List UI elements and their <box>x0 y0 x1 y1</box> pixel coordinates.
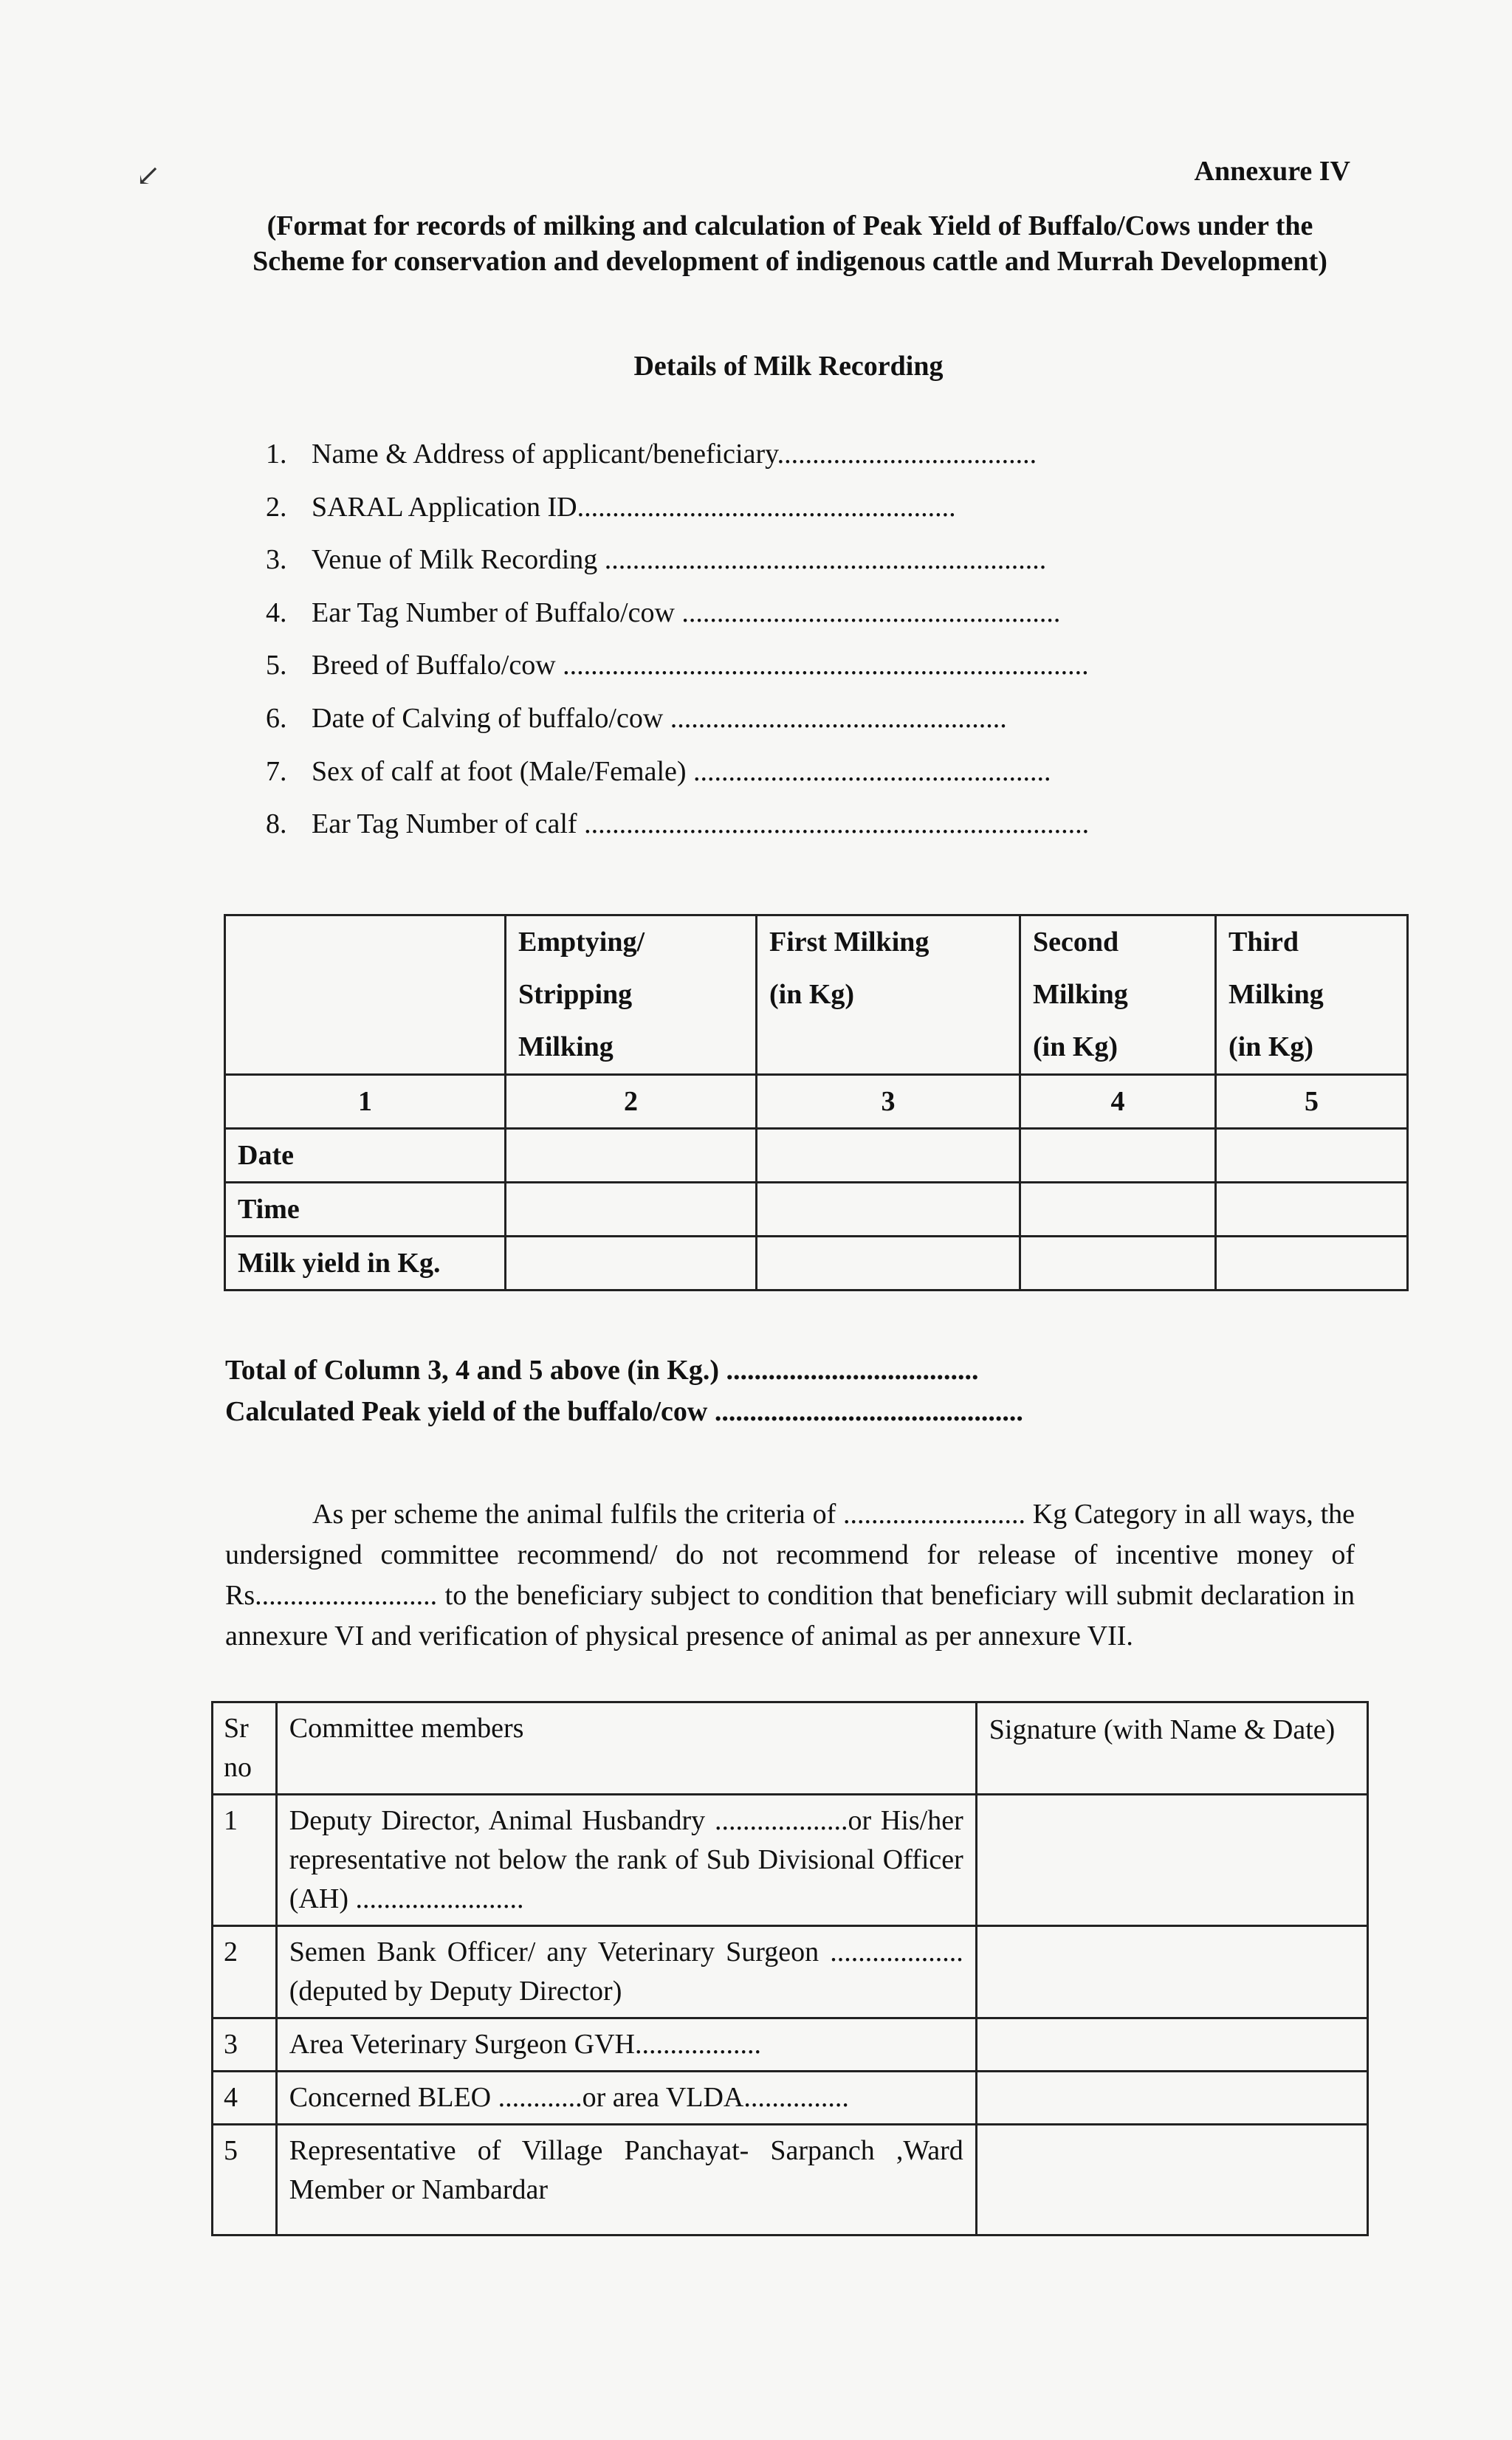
detail-item-name-address: 1. Name & Address of applicant/beneficiary..................................... <box>266 439 1037 470</box>
detail-item-ear-tag-calf: 8. Ear Tag Number of calf ........................................................................ <box>266 808 1090 840</box>
detail-item-calving-date: 6. Date of Calving of buffalo/cow ................................................ <box>266 702 1007 734</box>
column-number: 3 <box>757 1075 1020 1129</box>
milk-header-third: Third Milking (in Kg) <box>1216 915 1408 1075</box>
recommendation-paragraph <box>225 1494 1355 1657</box>
member-description: Deputy Director, Animal Husbandry ...................or His/her representative not below the rank of Sub Divisional Officer (AH) ........................ <box>276 1795 976 1926</box>
sr-header: Sr no <box>213 1702 277 1795</box>
section-subtitle: Details of Milk Recording <box>633 351 944 382</box>
row-label: Time <box>225 1183 506 1237</box>
committee-header-row <box>213 1702 1368 1795</box>
blank-cell <box>1020 1237 1216 1291</box>
row-label: Milk yield in Kg. <box>225 1237 506 1291</box>
milk-recording-table <box>224 914 1409 1291</box>
blank-cell <box>1216 1183 1408 1237</box>
sr-number: 1 <box>213 1795 277 1926</box>
sr-number: 5 <box>213 2125 277 2235</box>
blank-cell <box>757 1237 1020 1291</box>
committee-table <box>211 1701 1369 2236</box>
milk-header-second: Second Milking (in Kg) <box>1020 915 1216 1075</box>
milk-header-stripping: Emptying/ Stripping Milking <box>506 915 757 1075</box>
column-number: 1 <box>225 1075 506 1129</box>
row-label: Date <box>225 1129 506 1183</box>
detail-item-venue: 3. Venue of Milk Recording ............................................................... <box>266 544 1047 576</box>
signature-header: Signature (with Name & Date) <box>976 1702 1367 1795</box>
peak-yield-line: Calculated Peak yield of the buffalo/cow ............................................ <box>225 1396 1023 1427</box>
milk-row-time <box>225 1183 1408 1237</box>
blank-cell <box>506 1129 757 1183</box>
members-header: Committee members <box>276 1702 976 1795</box>
annexure-label: Annexure IV <box>1194 156 1350 187</box>
member-description: Representative of Village Panchayat- Sarpanch ,Ward Member or Nambardar <box>276 2125 976 2235</box>
detail-item-ear-tag-animal: 4. Ear Tag Number of Buffalo/cow ...................................................... <box>266 597 1061 628</box>
blank-cell <box>506 1237 757 1291</box>
blank-cell <box>1216 1237 1408 1291</box>
totals-block <box>225 1350 1023 1432</box>
blank-cell <box>757 1183 1020 1237</box>
milk-row-yield <box>225 1237 1408 1291</box>
signature-cell <box>976 2072 1367 2125</box>
milk-header-blank <box>225 915 506 1075</box>
milk-header-first: First Milking (in Kg) <box>757 915 1020 1075</box>
signature-cell <box>976 1926 1367 2018</box>
member-description: Concerned BLEO ............or area VLDA............... <box>276 2072 976 2125</box>
milk-row-date <box>225 1129 1408 1183</box>
committee-row <box>213 1795 1368 1926</box>
member-description: Area Veterinary Surgeon GVH.................. <box>276 2018 976 2072</box>
sr-number: 4 <box>213 2072 277 2125</box>
blank-cell <box>1020 1183 1216 1237</box>
detail-item-calf-sex: 7. Sex of calf at foot (Male/Female) ................................................... <box>266 755 1051 787</box>
column-number: 2 <box>506 1075 757 1129</box>
committee-row <box>213 1926 1368 2018</box>
detail-item-breed: 5. Breed of Buffalo/cow ........................................................................... <box>266 650 1089 681</box>
sr-number: 3 <box>213 2018 277 2072</box>
column-number: 5 <box>1216 1075 1408 1129</box>
committee-row <box>213 2018 1368 2072</box>
signature-cell <box>976 1795 1367 1926</box>
signature-cell <box>976 2018 1367 2072</box>
document-title: (Format for records of milking and calculation of Peak Yield of Buffalo/Cows under the Scheme for conservation and development of indigenous cattle and Murrah Development) <box>252 210 1327 277</box>
stray-pen-mark: ↙ <box>136 159 161 192</box>
committee-row <box>213 2125 1368 2235</box>
column-number: 4 <box>1020 1075 1216 1129</box>
blank-cell <box>1216 1129 1408 1183</box>
member-description: Semen Bank Officer/ any Veterinary Surgeon ................... (deputed by Deputy Director) <box>276 1926 976 2018</box>
blank-cell <box>1020 1129 1216 1183</box>
paragraph-text: As per scheme the animal fulfils the criteria of .......................... Kg Category in all ways, the undersigned committee recommend/ do not recommend for release of incentive money of Rs.......................... to the beneficiary subject to condition that beneficiary will submit declaration in annexure VI and verification of physical presence of animal as per annexure VII. <box>225 1499 1355 1652</box>
sr-number: 2 <box>213 1926 277 2018</box>
signature-cell <box>976 2125 1367 2235</box>
detail-item-saral-id: 2. SARAL Application ID...................................................... <box>266 491 956 523</box>
committee-row <box>213 2072 1368 2125</box>
total-columns-line: Total of Column 3, 4 and 5 above (in Kg.) .................................... <box>225 1355 979 1386</box>
blank-cell <box>506 1183 757 1237</box>
details-list <box>266 433 1089 856</box>
milk-table-number-row <box>225 1075 1408 1129</box>
milk-table-header-row <box>225 915 1408 1075</box>
blank-cell <box>757 1129 1020 1183</box>
